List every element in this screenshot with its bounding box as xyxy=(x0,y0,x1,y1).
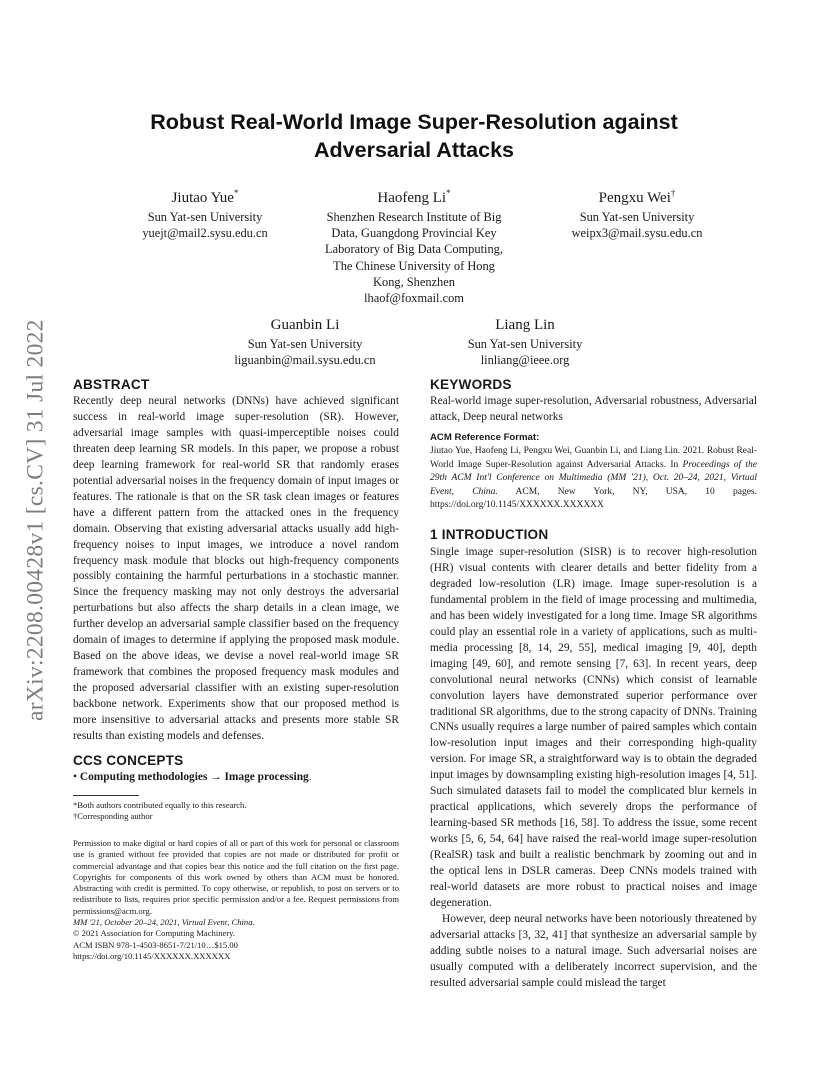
ccs-concepts-line: • Computing methodologies → Image processing. xyxy=(73,771,312,783)
author-affiliation: The Chinese University of Hong xyxy=(333,258,495,273)
abstract-heading: ABSTRACT xyxy=(73,377,150,392)
author-email: lhaof@foxmail.com xyxy=(364,291,464,306)
author-block-4 xyxy=(200,316,410,368)
keywords-heading: KEYWORDS xyxy=(430,377,512,392)
acm-reference-heading: ACM Reference Format: xyxy=(430,432,540,443)
ccs-concepts-heading: CCS CONCEPTS xyxy=(73,753,184,768)
author-affiliation: Shenzhen Research Institute of Big xyxy=(326,210,502,224)
author-affiliation: Laboratory of Big Data Computing, xyxy=(325,242,503,257)
author-name: Guanbin Li xyxy=(270,317,340,333)
intro-paragraph-1: Single image super-resolution (SISR) is to recover high-resolution (HR) visual contents with clearer details and better fidelity from a degraded low-resolution (LR) image. Image super-resolution is a fundamental problem in the field of image processing and multimedia, and has been widely investigated for a long time. Image SR algorithms could play an essential role in a variety of applications, such as multi-media processing [8, 14, 29, 55], medical imaging [9, 40], depth imaging [49, 60], and remote sensing [7, 63]. In recent years, deep convolutional neural networks (CNNs) which consist of learnable convolution layers have demonstrated superior performance over traditional SR algorithms, due to the strong capacity of DNNs. Training CNNs usually requires a large number of paired samples which contain low-resolution input images and their corresponding high-quality version. For image SR, a straightforward way is to obtain the degraded input images by downsampling existing high-resolution images [4, 51]. Such simulated datasets fail to model the complicated blur kernels in practical applications, which severely drops the performance of learning-based SR methods [16, 58]. To address the issue, some recent works [5, 6, 54, 64] have raised the real-world image super-resolution (RealSR) task and built a realistic benchmark by zooming out and in the optical lens in DSLR cameras. Deep CNNs models trained with real-world datasets are more robust to practical noises and image degeneration. xyxy=(430,546,757,909)
author-affiliation: Sun Yat-sen University xyxy=(467,337,583,351)
author-name: Pengxu Wei† xyxy=(598,188,676,206)
author-block-1 xyxy=(100,189,310,241)
keywords-text: Real-world image super-resolution, Adversarial robustness, Adversarial attack, Deep neural networks xyxy=(430,395,757,423)
venue-line: MM '21, October 20–24, 2021, Virtual Event, China. xyxy=(73,917,255,928)
author-name: Haofeng Li* xyxy=(377,188,451,206)
author-email: weipx3@mail.sysu.edu.cn xyxy=(571,226,703,241)
author-affiliation: Data, Guangdong Provincial Key xyxy=(331,226,497,241)
abstract-text: Recently deep neural networks (DNNs) have achieved significant success in real-world image super-resolution (SR). However, adversarial image samples with quasi-imperceptible noises could threaten deep learning SR models. In this paper, we propose a robust deep learning framework for real-world SR that randomly erases potential adversarial noises in the frequency domain of input images or features. The rationale is that on the SR task clean images or features have a different pattern from the attacked ones in the frequency domain. Observing that existing adversarial attacks usually add high-frequency noises to input images, we introduce a novel random frequency mask module that blocks out high-frequency components possibly containing the harmful perturbations in a stochastic manner. Since the frequency masking may not only destroys the adversarial perturbations but also affects the sharp details in a clean image, we further develop an adversarial sample classifier based on the frequency domain of images to determine if applying the proposed mask module. Based on the above ideas, we devise a novel real-world image SR framework that combines the proposed frequency mask modules and the proposed adversarial classifier with an existing super-resolution backbone network. Experiments show that our proposed method is more insensitive to adversarial attacks and presents more stable SR results than existing models and defenses. xyxy=(73,395,399,743)
author-name: Liang Lin xyxy=(495,317,555,333)
introduction-text xyxy=(430,545,757,992)
footnote-equal-contribution: *Both authors contributed equally to this research. xyxy=(73,800,247,810)
author-affiliation: Sun Yat-sen University xyxy=(579,210,695,224)
permission-text: Permission to make digital or hard copies of all or part of this work for personal or classroom use is granted without fee provided that copies are not made or distributed for profit or commercial advantage and that copies bear this notice and the full citation on the first page. Copyrights for components of this work owned by others than ACM must be honored. Abstracting with credit is permitted. To copy otherwise, or republish, to post on servers or to redistribute to lists, requires prior specific permission and/or a fee. Request permissions from permissions@acm.org. xyxy=(73,838,399,916)
author-affiliation: Sun Yat-sen University xyxy=(147,210,263,224)
acm-reference-text: Jiutao Yue, Haofeng Li, Pengxu Wei, Guanbin Li, and Liang Lin. 2021. Robust Real-World Image Super-Resolution against Adversarial Attacks. In Proceedings of the 29th ACM Int'l Conference on Multimedia (MM '21), Oct. 20–24, 2021, Virtual Event, China. ACM, New York, NY, USA, 10 pages. https://doi.org/10.1145/XXXXXX.XXXXXX xyxy=(430,446,758,511)
author-email: yuejt@mail2.sysu.edu.cn xyxy=(142,226,268,241)
isbn-line: ACM ISBN 978-1-4503-8651-7/21/10…$15.00 xyxy=(73,939,238,950)
intro-paragraph-2: However, deep neural networks have been notoriously threatened by adversarial attacks [3, 32, 41] that synthesize an adversarial sample by adding subtle noises to a natural image. Such adversarial noises are usually computed with a deliberately incorrect supervision, and the resulted adversarial sample could mislead the target xyxy=(430,912,757,989)
introduction-heading: 1 INTRODUCTION xyxy=(430,527,549,542)
author-block-2 xyxy=(308,189,520,306)
footnote-corresponding: †Corresponding author xyxy=(73,811,153,822)
author-block-5 xyxy=(420,316,630,368)
author-affiliation: Sun Yat-sen University xyxy=(247,337,363,351)
author-block-3 xyxy=(530,189,744,241)
author-email: liguanbin@mail.sysu.edu.cn xyxy=(234,353,376,368)
arxiv-identifier: arXiv:2208.00428v1 [cs.CV] 31 Jul 2022 xyxy=(22,319,49,721)
permission-block xyxy=(73,838,399,962)
author-affiliation: Kong, Shenzhen xyxy=(373,274,455,289)
doi-line: https://doi.org/10.1145/XXXXXX.XXXXXX xyxy=(73,950,231,961)
paper-title: Robust Real-World Image Super-Resolution against Adversarial Attacks xyxy=(150,110,678,162)
author-email: linliang@ieee.org xyxy=(480,353,570,368)
footnote-rule xyxy=(73,795,139,796)
ccs-concept: Computing methodologies → Image processing xyxy=(79,771,309,783)
copyright-line: © 2021 Association for Computing Machinery. xyxy=(73,928,236,939)
author-name: Jiutao Yue* xyxy=(171,188,239,206)
footnotes xyxy=(73,800,399,823)
